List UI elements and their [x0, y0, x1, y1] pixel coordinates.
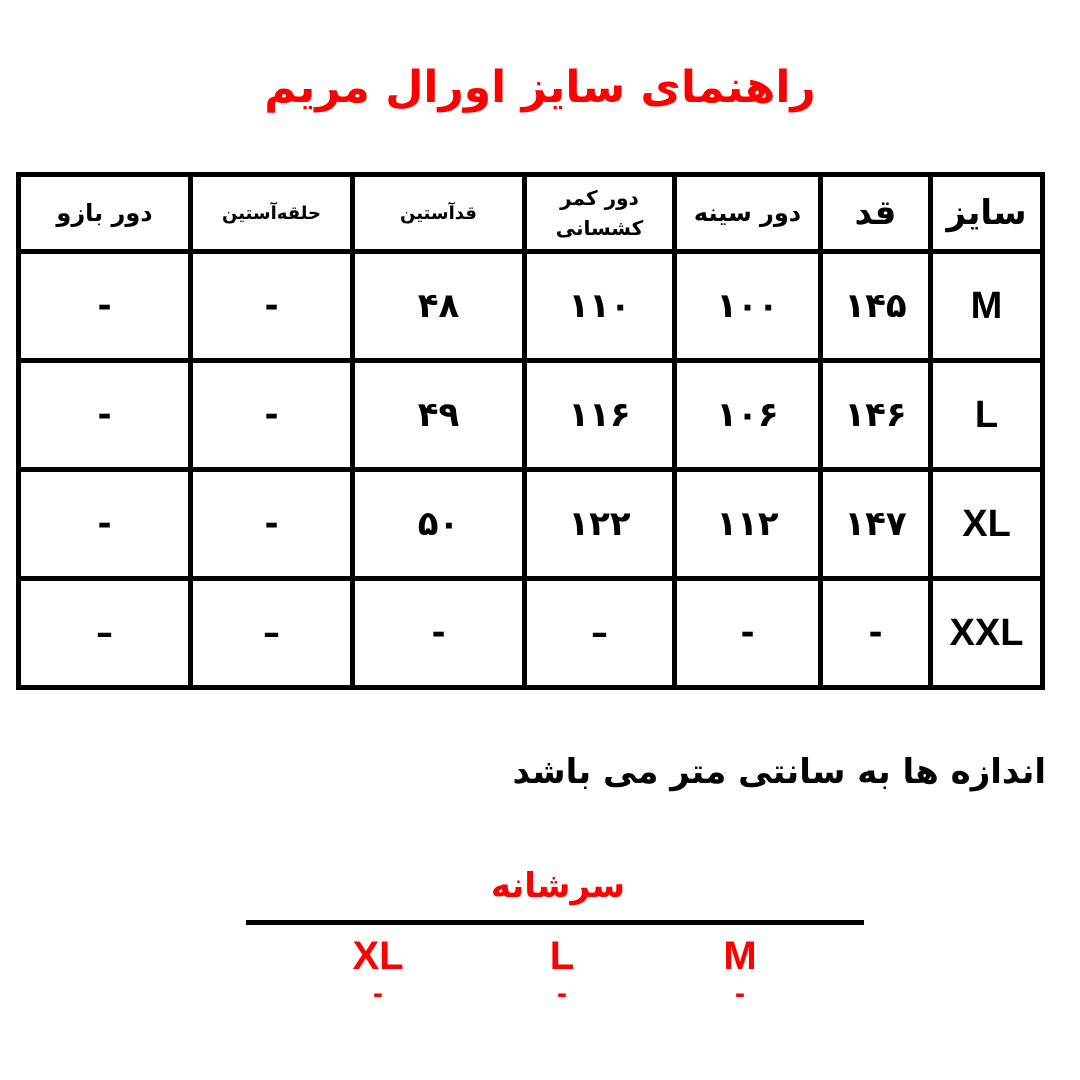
cell-height: ۱۴۷: [821, 470, 931, 579]
cell-chest: ۱۰۰: [675, 252, 821, 361]
units-note: اندازه ها به سانتی متر می باشد: [512, 752, 1046, 792]
header-chest: دور سینه: [675, 175, 821, 252]
cell-armhole: -: [191, 470, 353, 579]
cell-height: ۱۴۵: [821, 252, 931, 361]
cell-sleeve-length: ۴۹: [353, 361, 525, 470]
header-sleeve-length: قدآستین: [353, 175, 525, 252]
table-row: [19, 361, 1043, 470]
shoulder-title: سرشانه: [490, 866, 626, 906]
header-size: سایز: [931, 175, 1043, 252]
header-waist: دور کمر کشسانی: [525, 175, 675, 252]
cell-size: XXL: [931, 579, 1043, 688]
cell-height: ۱۴۶: [821, 361, 931, 470]
shoulder-size-label: XL: [352, 934, 404, 978]
cell-armhole: -: [191, 361, 353, 470]
cell-chest: -: [675, 579, 821, 688]
cell-waist: ۱۱۶: [525, 361, 675, 470]
cell-size: XL: [931, 470, 1043, 579]
cell-sleeve-length: ۴۸: [353, 252, 525, 361]
cell-arm-circumference: -: [19, 252, 191, 361]
header-arm-circumference: دور بازو: [19, 175, 191, 252]
shoulder-size-value: -: [557, 977, 567, 1010]
cell-arm-circumference: –: [19, 579, 191, 688]
cell-chest: ۱۱۲: [675, 470, 821, 579]
shoulder-size-l: [502, 930, 622, 1010]
shoulder-size-label: M: [723, 934, 757, 978]
cell-arm-circumference: -: [19, 470, 191, 579]
cell-arm-circumference: -: [19, 361, 191, 470]
cell-size: L: [931, 361, 1043, 470]
cell-sleeve-length: -: [353, 579, 525, 688]
table-header-row: [19, 175, 1043, 252]
cell-waist: ۱۱۰: [525, 252, 675, 361]
shoulder-size-value: -: [735, 977, 745, 1010]
shoulder-size-m: [680, 930, 800, 1010]
shoulder-divider: [246, 920, 864, 925]
shoulder-size-value: -: [373, 977, 383, 1010]
cell-height: -: [821, 579, 931, 688]
cell-armhole: -: [191, 252, 353, 361]
shoulder-size-xl: [318, 930, 438, 1010]
shoulder-size-label: L: [549, 934, 575, 978]
table-row: [19, 252, 1043, 361]
cell-waist: –: [525, 579, 675, 688]
table-row: [19, 470, 1043, 579]
header-height: قد: [821, 175, 931, 252]
cell-size: M: [931, 252, 1043, 361]
cell-sleeve-length: ۵۰: [353, 470, 525, 579]
header-armhole: حلقه‌آستین: [191, 175, 353, 252]
page-title: راهنمای سایز اورال مریم: [264, 62, 816, 113]
table-row: [19, 579, 1043, 688]
size-table: [16, 172, 1045, 690]
cell-waist: ۱۲۲: [525, 470, 675, 579]
cell-chest: ۱۰۶: [675, 361, 821, 470]
cell-armhole: –: [191, 579, 353, 688]
